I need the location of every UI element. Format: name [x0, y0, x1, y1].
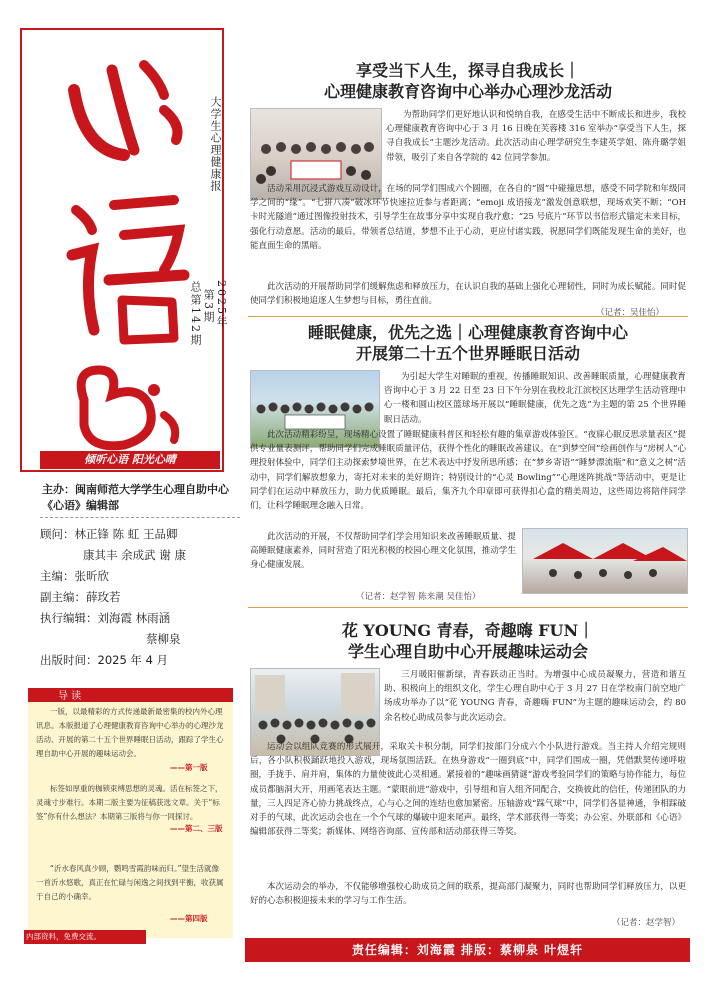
- guide-paragraph-3: “沂水春风真少顾，鹦鸣雪霞韵味而归。”望生活就像一首沂水悠歌，真正在忙碌与闲逸之间找到平衡，收获属于自己的小确幸。: [36, 864, 224, 901]
- article3-title: [248, 620, 688, 662]
- issue-number: 第3期: [202, 289, 215, 324]
- article1-para2: 活动采用沉浸式游戏互动设计，在场的同学们围成六个圆圈，在各自的“圆”中碰撞思想，感受不同学院和年级同学之间的“缘”。“七拼八凑”破冰环节快速拉近参与者距离；“emoji 成语接龙”激发创意联想，现场欢笑不断；“OH 卡时光隧道”通过图像投射技术，引导学生在故事分享中实现自我疗愈；“25 号底片”环节以书信形式锚定未来目标，强化行动意愿。活动的最后，带领者总结道，梦想不止于心动，更应付诸实践，祝愿同学们既能发现生命的美好，也能直面生命的黑暗。: [250, 184, 686, 251]
- article3-title-line1: 花 YOUNG 青春，奇趣嗨 FUN｜: [341, 621, 595, 640]
- staff-list: [40, 524, 240, 671]
- article1-para1-top: 为帮助同学们更好地认识和悦纳自我，在感受生活中不断成长和进步，我校心理健康教育咨询中心于 3 月 16 日晚在芙蓉楼 316 室举办“享受当下人生，探寻自我成长”主题沙龙活动。此次活动由心理学研究生李建英学姐、陈舟璐学姐带领，吸引了来自各学院的 42 位同学参加。: [386, 110, 686, 163]
- guide-title: 导 读: [58, 691, 82, 702]
- event-tents-icon: [523, 529, 687, 593]
- article3-title-line2: 学生心理自助中心开展趣味运动会: [347, 642, 588, 661]
- guide-tail-2: ——第二、三版: [170, 824, 223, 833]
- article3-para1: 三月暖阳催新绿，青春跃动正当时。为增强中心成员凝聚力，营造和谐互助、积极向上的组织文化，学生心理自助中心于 3 月 27 日在学校南门前空地广场成功举办了以“花 YOUNG 青春，奇趣嗨 FUN”为主题的趣味运动会，约 80 余名校心助成员参与此次运动会。: [384, 670, 686, 723]
- article2-byline: （记者：赵学智 陈来潮 吴佳怡）: [356, 592, 481, 602]
- issue-total: 总第142期: [189, 280, 202, 347]
- article-divider: [248, 316, 688, 317]
- article3-para3: 本次运动会的举办，不仅能够增强校心助成员之间的联系，提高部门凝聚力，同时也帮助同学们释放压力，以更好的心态积极迎接未来的学习与工作生活。: [250, 882, 686, 907]
- article2-title: [248, 322, 688, 364]
- advisors-names-1: 林正锋 陈 虹 王品卿: [74, 527, 178, 541]
- advisors-label: 顾问：: [40, 527, 75, 541]
- article2-photo-2: [522, 528, 688, 594]
- footer-note: 内部资料，免费交流。: [24, 930, 146, 944]
- exec-editors: 执行编辑：刘海霞 林雨涵: [40, 611, 171, 625]
- exec-editors-2: 蔡柳泉: [146, 632, 181, 646]
- article1-title: [248, 60, 688, 102]
- guide-tail-1: ——第一版: [170, 763, 208, 772]
- article2-title-line2: 开展第二十五个世界睡眠日活动: [355, 344, 580, 363]
- brand-logo-calligraphy: [64, 40, 194, 460]
- guide-tail-3: ——第四版: [170, 914, 208, 923]
- article2-para2-part: 此次活动精彩纷呈，现场精心设置了睡眠健康科普区和轻松有趣的集章游戏体验区。“夜寐心眠反思录量表区”提供专业量表测评，帮助同学们完成睡眠质量评估，获得个性化的睡眠改善建议。在“到梦空间”绘画创作与“房树人”心理投射体验中，同学们主动探索梦境世界，在艺术表达中抒发所思所感；在“梦乡寄语”“睡梦漂流瓶”和“意义之树”活动中，同学们解放想象力，寄托对未来的美好期许；特别设计的“心灵 Bowling”“心理迷阵挑战”等活动中，更是让同学们在运动中释放压力，助力优质睡眠。最后，集齐九个印章即可获得扣心盒的精美周边，这些周边将陪伴同学们，让科学睡眠理念融入日常。: [250, 430, 686, 512]
- article2-para1: 为引起大学生对睡眠的重视，传播睡眠知识、改善睡眠质量，心理健康教育咨询中心于 3 月 22 日至 23 日下午分别在我校北江滨校区达理学生活动管理中心一楼和圆山校区篮球场开展以“睡眠健康，优先之选”为主题的第 25 个世界睡眠日活动。: [384, 372, 686, 425]
- article3-byline: （记者：赵学智）: [612, 918, 681, 928]
- host-info: 主办：闽南师范大学学生心理自助中心《心语》编辑部: [42, 483, 229, 512]
- article1-para3: 此次活动的开展帮助同学们缓解焦虑和释放压力，在认识自我的基础上强化心理韧性，同时为成长赋能。同时促使同学们积极地追逐人生梦想与目标，勇往直前。: [250, 282, 686, 307]
- divider: [40, 517, 240, 518]
- article1-title-line1: 享受当下人生，探寻自我成长｜: [355, 61, 580, 80]
- guide-paragraph-1: 一版，以最精彩的方式传递最新最密集的校内外心理讯息。本版报道了心理健康教育咨询中心举办的心理沙龙活动、开展的第二十五个世界睡眠日活动，跟踪了学生心理自助中心开展的趣味运动会。: [36, 707, 224, 758]
- article2-title-line1: 睡眠健康，优先之选｜心理健康教育咨询中心: [307, 323, 628, 342]
- paper-subtitle: 大学生心理健康报: [209, 96, 222, 192]
- slogan-banner: 倾听心语 阳光心晴: [40, 451, 220, 469]
- guide-paragraph-2: 标签如厚重的枷锁束缚思想的灵魂。活在标签之下，灵魂寸步难行。本期二版主要为征稿获选文章。关于“标签”你有什么想法？本期第三版将与你一同探讨。: [36, 784, 223, 821]
- deputy-editor: 副主编：薛玫若: [40, 590, 121, 604]
- issue-year: 2025年: [215, 280, 228, 329]
- article3-para2: 运动会以组队竞赛的形式展开，采取关卡积分制，同学们按部门分成六个小队进行游戏。当主持人介绍完规则后，各小队积极踊跃地投入游戏，现场氛围活跃。在热身游戏“一圈到底”中，同学们围成一圈，凭借默契传递呼啦圈，手拢手、肩并肩，集体的力量使彼此心灵相通。紧接着的“趣味画猜谜”游戏考验同学们的策略与协作能力，每位成员都脑洞大开，用画笔表达主题。“蒙眼前进”游戏中，引导组和盲人组齐同配合，交换彼此的信任，传递团队的力量，三人四足齐心协力挑战终点，心与心之间的连结也愈加紧密。压轴游戏“踩气球”中，同学们各显神通，争相踩破对手的气球，此次运动会也在一个个气球的爆破中迎来尾声。最终，学术部获得一等奖；办公室、外联部和《心语》编辑部获得二等奖；新媒体、网络咨询部、宣传部和活动部获得三等奖。: [250, 742, 686, 838]
- editor-credits-bar: 责任编辑：刘海霞 排版：蔡柳泉 叶煜轩: [245, 938, 690, 962]
- issue-info: [189, 280, 228, 347]
- article1-byline: （记者：吴佳怡）: [596, 308, 665, 318]
- article-divider: [248, 607, 688, 608]
- chief-editor: 主编：张昕欣: [40, 569, 109, 583]
- article2-para3: 此次活动的开展，不仅帮助同学们学会用知识来改善睡眠质量、提高睡眠健康素养，同时营造了阳光积极的校园心理文化氛围，推动学生身心健康发展。: [250, 532, 516, 571]
- advisors-row: [40, 524, 240, 545]
- publish-date: 出版时间：2025 年 4 月: [40, 653, 169, 667]
- article1-title-line2: 心理健康教育咨询中心举办心理沙龙活动: [323, 82, 612, 101]
- advisors-names-2: 康其丰 余成武 谢 康: [83, 548, 186, 562]
